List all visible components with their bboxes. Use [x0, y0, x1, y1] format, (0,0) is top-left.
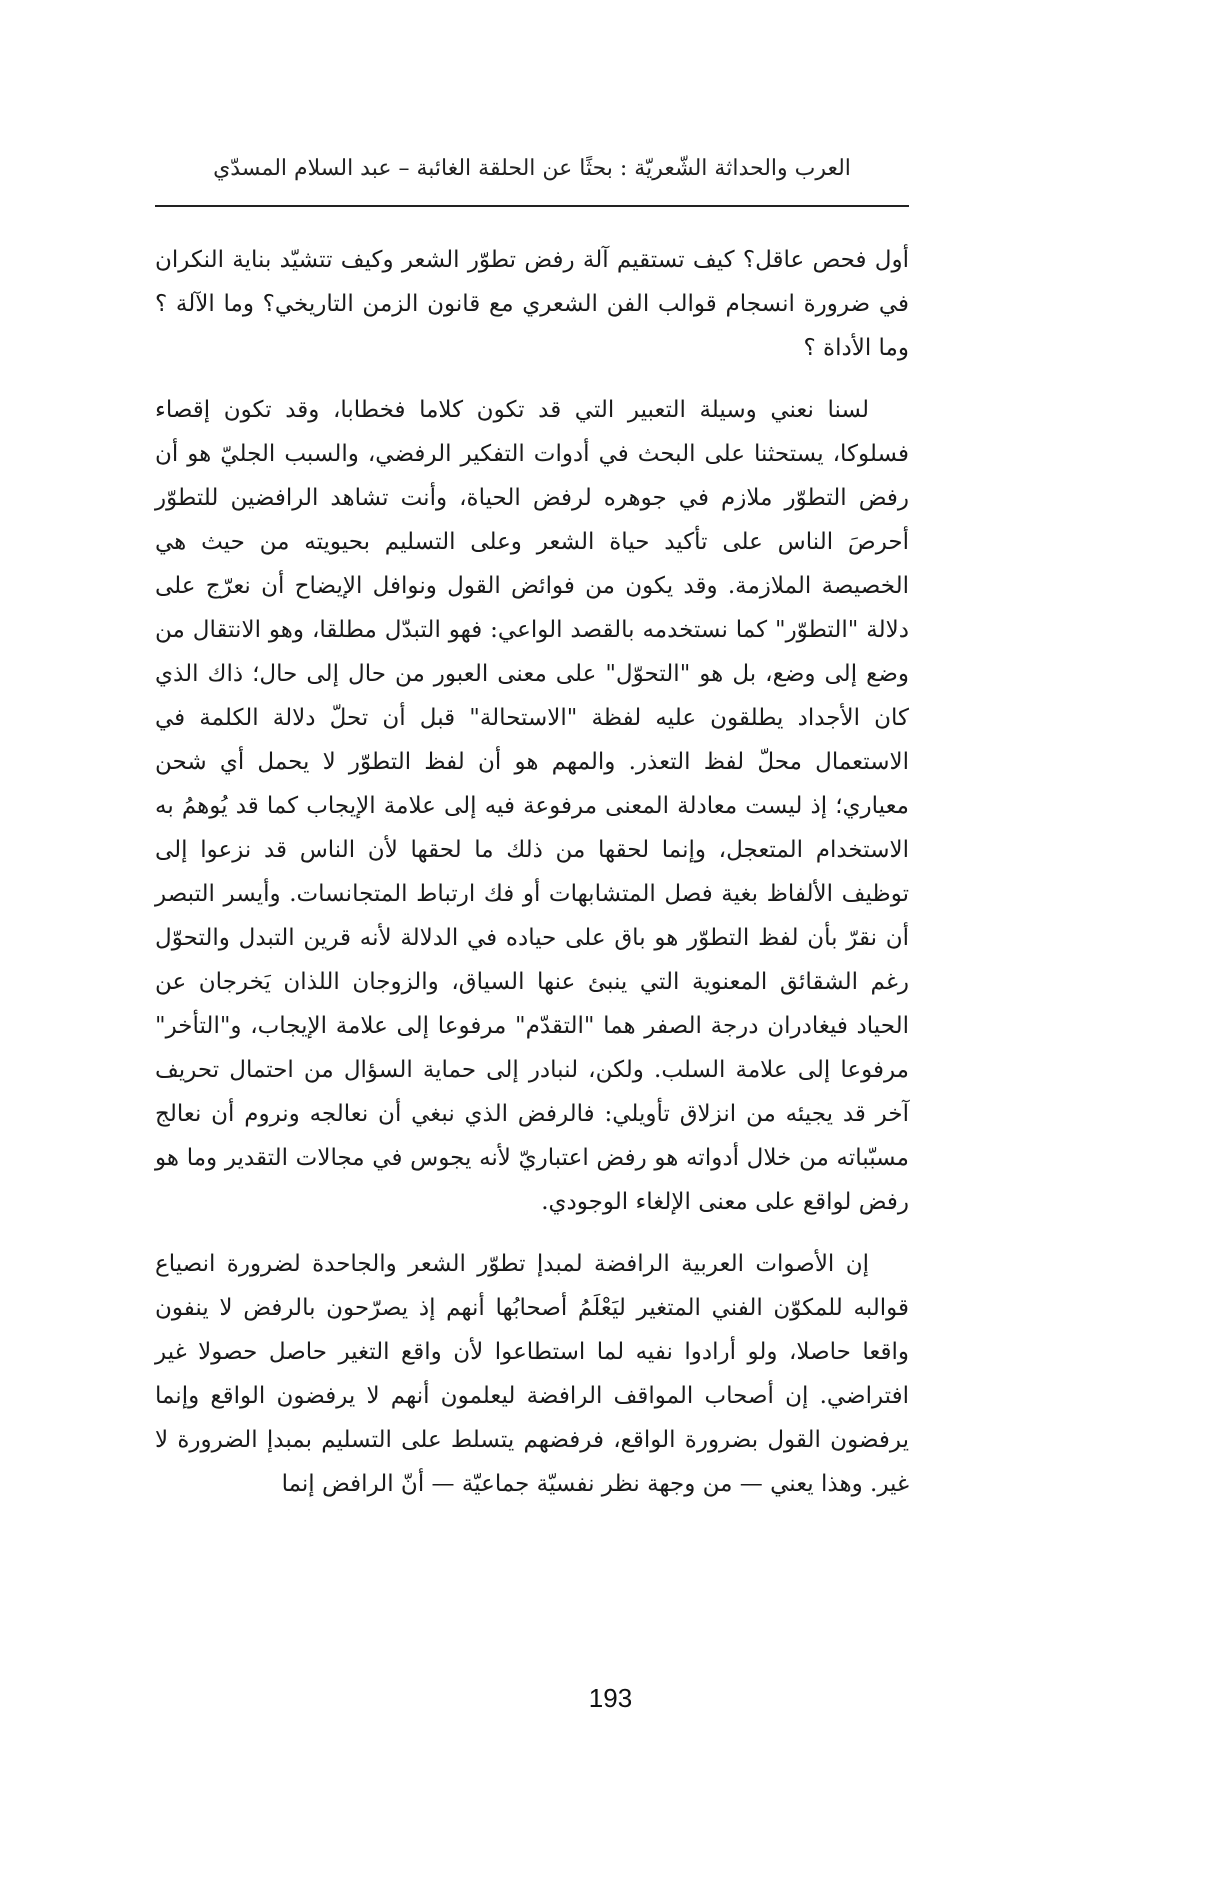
paragraph-3: إن الأصوات العربية الرافضة لمبدإ تطوّر الشعر والجاحدة لضرورة انصياع قوالبه للمكوّن الفني المتغير ليَعْلَمُ أصحابُها أنهم إذ يصرّحون بالرفض لا ينفون واقعا حاصلا، ولو أرادوا نفيه لما استطاعوا لأن واقع التغير حاصل حصولا غير افتراضي. إن أصحاب المواقف الرافضة ليعلمون أنهم لا يرفضون الواقع وإنما يرفضون القول بضرورة الواقع، فرفضهم يتسلط على التسليم بمبدإ الضرورة لا غير. وهذا يعني — من وجهة نظر نفسيّة جماعيّة — أنّ الرافض إنما [155, 1251, 909, 1497]
header-divider [155, 205, 909, 207]
body-text [155, 238, 909, 1524]
paragraph-1: أول فحص عاقل؟ كيف تستقيم آلة رفض تطوّر الشعر وكيف تتشيّد بناية النكران في ضرورة انسجام قوالب الفن الشعري مع قانون الزمن التاريخي؟ وما الآلة ؟ وما الأداة ؟ [155, 247, 909, 361]
running-header: العرب والحداثة الشّعريّة : بحثًا عن الحلقة الغائبة – عبد السلام المسدّي [213, 156, 851, 181]
page-number: 193 [588, 1683, 633, 1713]
paragraph-2: لسنا نعني وسيلة التعبير التي قد تكون كلاما فخطابا، وقد تكون إقصاء فسلوكا، يستحثنا على البحث في أدوات التفكير الرفضي، والسبب الجليّ هو أن رفض التطوّر ملازم في جوهره لرفض الحياة، وأنت تشاهد الرافضين للتطوّر أحرصَ الناس على تأكيد حياة الشعر وعلى التسليم بحيويته من حيث هي الخصيصة الملازمة. وقد يكون من فوائض القول ونوافل الإيضاح أن نعرّج على دلالة "التطوّر" كما نستخدمه بالقصد الواعي: فهو التبدّل مطلقا، وهو الانتقال من وضع إلى وضع، بل هو "التحوّل" على معنى العبور من حال إلى حال؛ ذاك الذي كان الأجداد يطلقون عليه لفظة "الاستحالة" قبل أن تحلّ دلالة الكلمة في الاستعمال محلّ لفظ التعذر. والمهم هو أن لفظ التطوّر لا يحمل أي شحن معياري؛ إذ ليست معادلة المعنى مرفوعة فيه إلى علامة الإيجاب كما قد يُوهمُ به الاستخدام المتعجل، وإنما لحقها من ذلك ما لحقها لأن الناس قد نزعوا إلى توظيف الألفاظ بغية فصل المتشابهات أو فك ارتباط المتجانسات. وأيسر التبصر أن نقرّ بأن لفظ التطوّر هو باق على حياده في الدلالة لأنه قرين التبدل والتحوّل رغم الشقائق المعنوية التي ينبئ عنها السياق، والزوجان اللذان يَخرجان عن الحياد فيغادران درجة الصفر هما "التقدّم" مرفوعا إلى علامة الإيجاب، و"التأخر" مرفوعا إلى علامة السلب. ولكن، لنبادر إلى حماية السؤال من احتمال تحريف آخر قد يجيئه من انزلاق تأويلي: فالرفض الذي نبغي أن نعالجه ونروم أن نعالج مسبّباته من خلال أدواته هو رفض اعتباريّ لأنه يجوس في مجالات التقدير وما هو رفض لواقع على معنى الإلغاء الوجودي. [155, 397, 909, 1215]
